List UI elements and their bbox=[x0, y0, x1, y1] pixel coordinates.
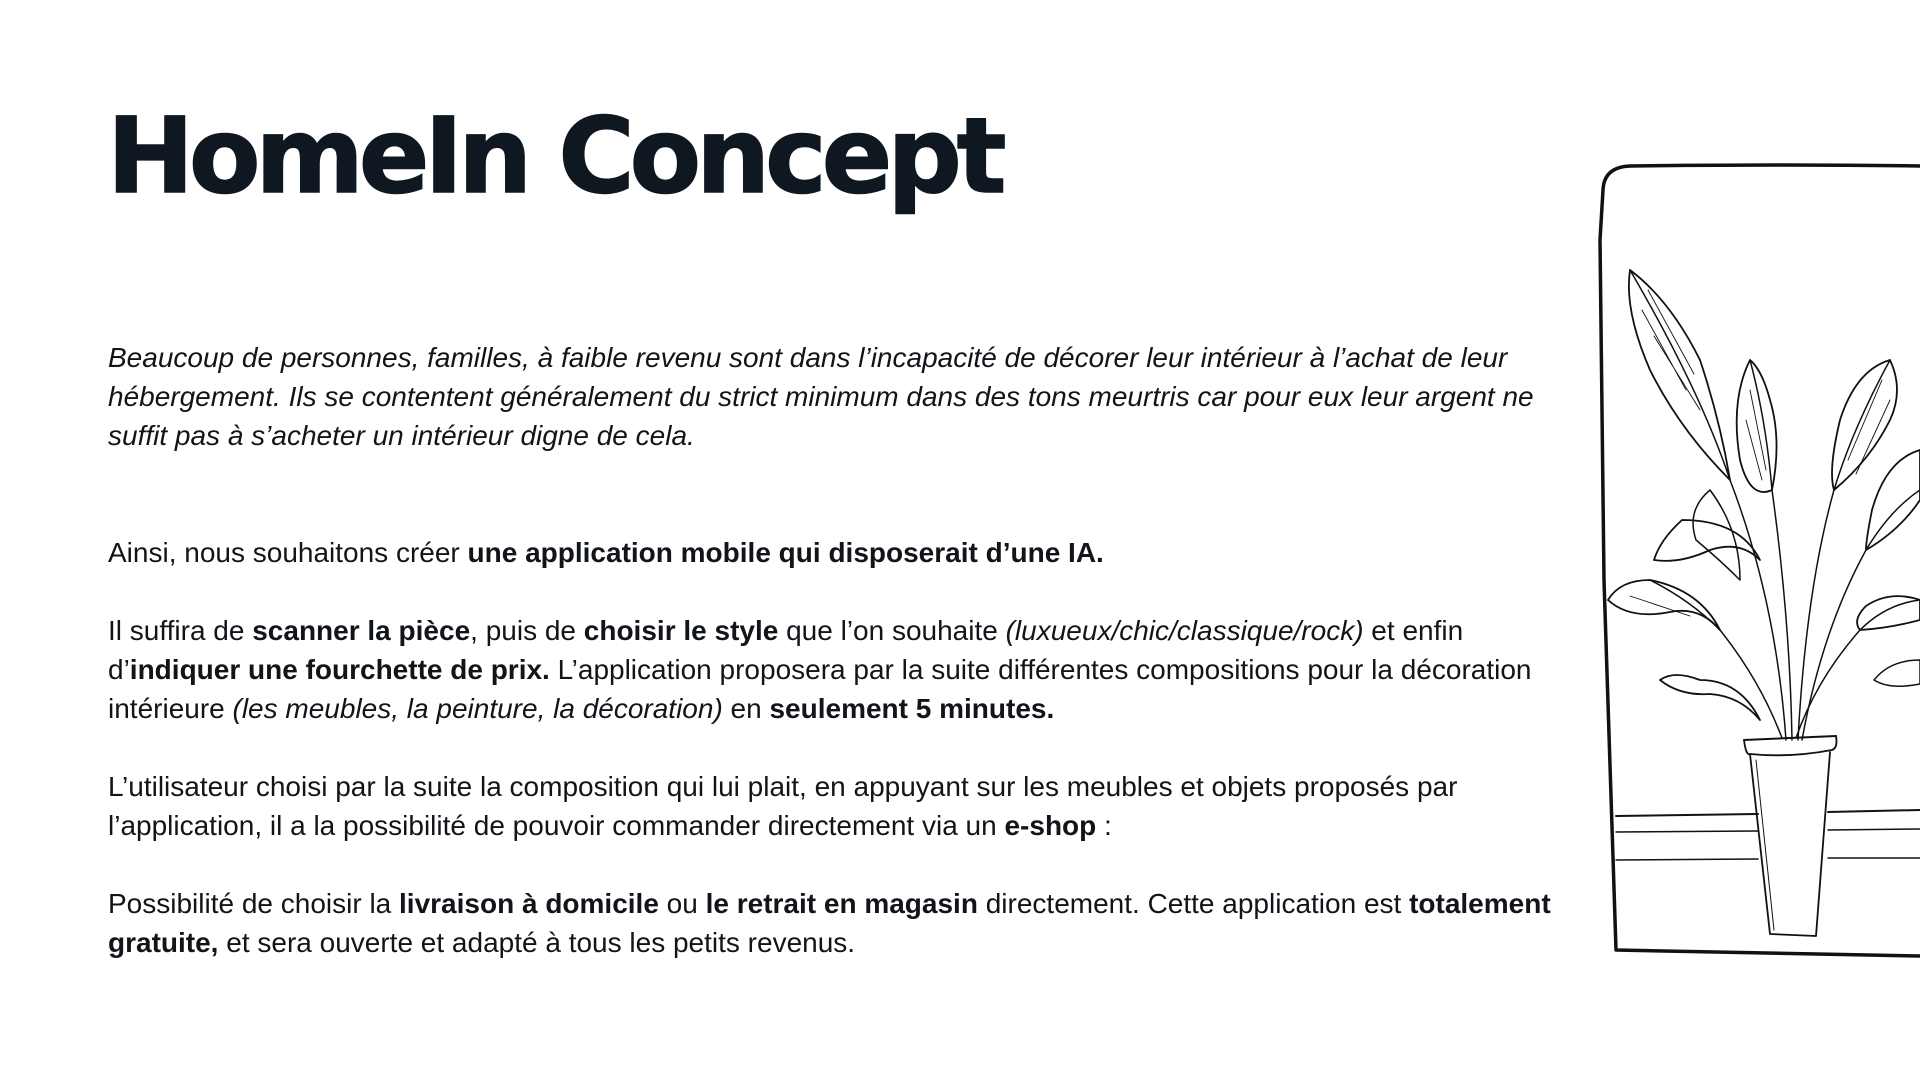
bold-segment: le retrait en magasin bbox=[705, 888, 978, 919]
text-segment: L’application proposera par la suite différentes compositions pour la décoration intérieure bbox=[108, 654, 1532, 724]
page-title: HomeIn Concept bbox=[107, 95, 1002, 217]
text-segment: que l’on souhaite bbox=[778, 615, 1006, 646]
bold-segment: livraison à domicile bbox=[399, 888, 659, 919]
paragraph-delivery bbox=[108, 884, 1578, 962]
text-segment: directement. Cette application est bbox=[977, 888, 1410, 919]
italic-segment: (luxueux/chic/classique/rock) bbox=[1005, 615, 1364, 646]
text-segment: et enfin d’ bbox=[108, 615, 1464, 685]
intro-paragraph: Beaucoup de personnes, familles, à faible revenu sont dans l’incapacité de décorer leur intérieur à l’achat de leur hébergement. Ils se contentent généralement du strict minimum dans des tons meurtris car pour eux leur argent ne suffit pas à s’acheter un intérieur digne de cela. bbox=[108, 342, 1534, 451]
text-segment: ou bbox=[658, 888, 706, 919]
italic-segment: (les meubles, la peinture, la décoration) bbox=[232, 693, 723, 724]
paragraph-eshop bbox=[108, 767, 1578, 845]
bold-segment: choisir le style bbox=[583, 615, 779, 646]
bold-segment: seulement 5 minutes. bbox=[769, 693, 1055, 724]
bold-segment: indiquer une fourchette de prix. bbox=[129, 654, 550, 685]
text-segment: et sera ouverte et adapté à tous les petits revenus. bbox=[218, 927, 856, 958]
text-segment: : bbox=[1096, 810, 1112, 841]
body-text bbox=[108, 338, 1578, 962]
text-segment: Ainsi, nous souhaitons créer bbox=[108, 537, 468, 568]
paragraph-ia bbox=[108, 533, 1578, 572]
text-segment: L’utilisateur choisi par la suite la composition qui lui plait, en appuyant sur les meubles et objets proposés par l’application, il a la possibilité de pouvoir commander directement via un bbox=[108, 771, 1458, 841]
bold-segment: e-shop bbox=[1004, 810, 1097, 841]
text-segment: Possibilité de choisir la bbox=[108, 888, 400, 919]
bold-segment: totalement gratuite, bbox=[108, 888, 1551, 958]
paragraph-scan bbox=[108, 611, 1578, 728]
text-segment: Il suffira de bbox=[108, 615, 253, 646]
text-segment: en bbox=[722, 693, 770, 724]
bold-segment: une application mobile qui disposerait d’une IA. bbox=[467, 537, 1104, 568]
text-segment: , puis de bbox=[470, 615, 584, 646]
bold-segment: scanner la pièce bbox=[252, 615, 471, 646]
potted-plant-window-sketch-icon bbox=[1590, 160, 1920, 960]
